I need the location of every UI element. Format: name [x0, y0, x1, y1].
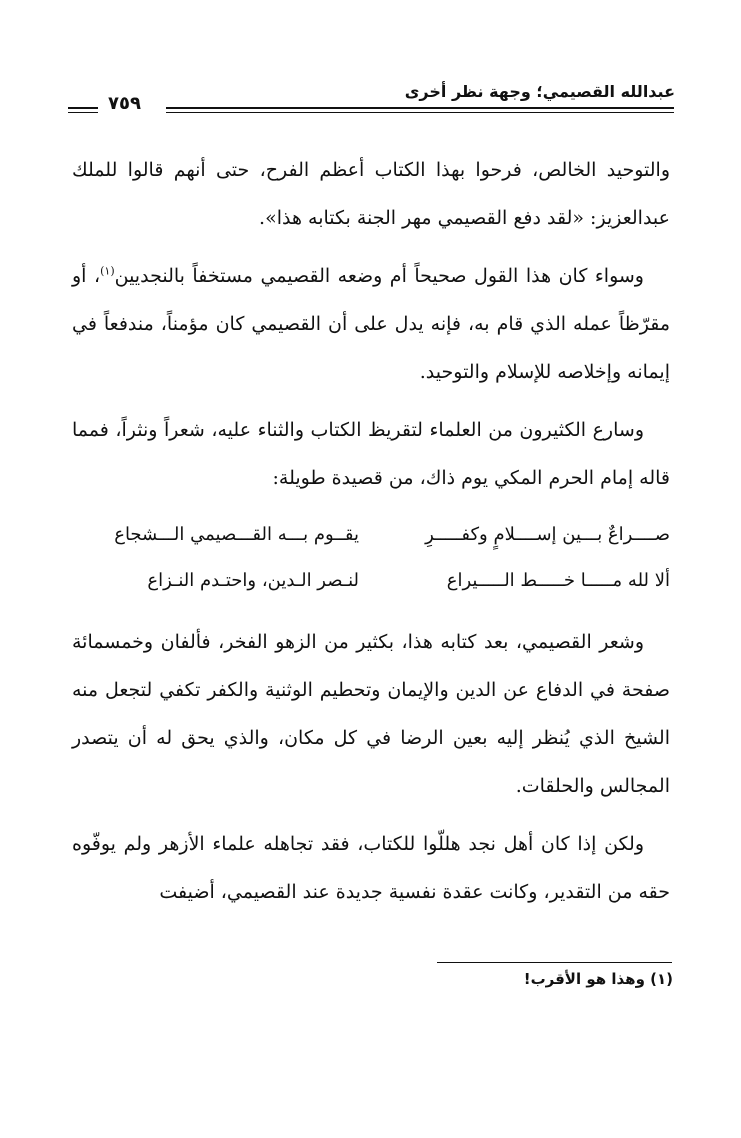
paragraph-3: وسارع الكثيرون من العلماء لتقريظ الكتاب والثناء عليه، شعراً ونثراً، فمما قاله إمام الحرم المكي يوم ذاك، من قصيدة طويلة:	[72, 419, 670, 489]
verse-1-second-hemistich: يقــوم بـــه القـــصيمي الـــشجاع	[114, 524, 360, 545]
footnote-reference: (١)	[100, 264, 115, 278]
header-rule-bottom	[166, 112, 674, 113]
footnote-separator	[437, 962, 672, 963]
page-number: ٧٥٩	[108, 93, 141, 114]
paragraph-4: وشعر القصيمي، بعد كتابه هذا، بكثير من الزهو الفخر، فألفان وخمسمائة صفحة في الدفاع عن الدين والإيمان وتحطيم الوثنية والكفر تكفي لتجعل منه الشيخ الذي يُنظر إليه بعين الرضا في كل مكان، والذي يحق له أن يتصدر المجالس والحلقات.	[72, 631, 670, 797]
verse-2-second-hemistich: لنـصر الـدين، واحتـدم النـزاع	[147, 570, 360, 591]
verse-2-first-hemistich: ألا لله مـــــا خـــــط الـــــيراع	[446, 570, 670, 591]
poem	[72, 512, 670, 604]
page-number-rule-bottom	[68, 112, 98, 113]
page-number-rule-top	[68, 107, 98, 109]
poem-verse-2	[72, 558, 670, 604]
paragraph-2	[72, 252, 670, 396]
body-text	[72, 146, 670, 926]
paragraph-2-text-after-ref: ، أو مقرّظاً عمله الذي قام به، فإنه يدل على أن القصيمي كان مؤمناً، مندفعاً في إيمانه وإخلاصه للإسلام والتوحيد.	[72, 265, 670, 383]
paragraph-2-text-before-ref: وسواء كان هذا القول صحيحاً أم وضعه القصيمي مستخفاً بالنجديين	[114, 265, 644, 287]
paragraph-5: ولكن إذا كان أهل نجد هللّوا للكتاب، فقد تجاهله علماء الأزهر ولم يوفّوه حقه من التقدير، وكانت عقدة نفسية جديدة عند القصيمي، أضيفت	[72, 833, 670, 903]
running-title: عبدالله القصيمي؛ وجهة نظر أخرى	[404, 82, 675, 101]
poem-verse-1	[72, 512, 670, 558]
header-rule-top	[166, 107, 674, 109]
footnote-1: (١) وهذا هو الأقرب!	[523, 970, 673, 988]
paragraph-1: والتوحيد الخالص، فرحوا بهذا الكتاب أعظم الفرح، حتى أنهم قالوا للملك عبدالعزيز: «لقد دفع القصيمي مهر الجنة بكتابه هذا».	[72, 159, 670, 229]
verse-1-first-hemistich: صــــراعٌ بـــين إســــلامٍ وكفـــــرِ	[425, 524, 670, 545]
